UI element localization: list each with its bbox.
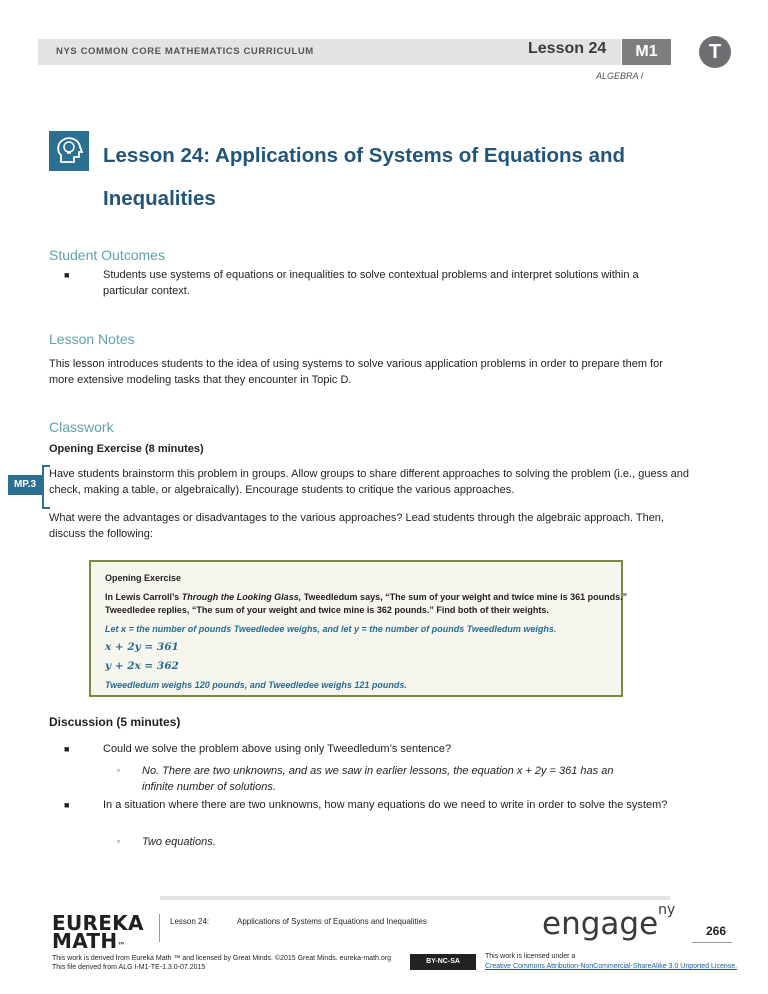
logo-line-2: MATH (52, 929, 118, 953)
engage-text: engage (542, 906, 659, 942)
cc-license-badge[interactable]: BY-NC-SA (410, 954, 476, 970)
footer-rule (160, 896, 670, 900)
page-number-rule (692, 942, 732, 943)
equation-1: x + 2y = 361 (105, 641, 179, 653)
title-line-2: Inequalities (103, 187, 216, 210)
lesson-label: Lesson 24 (528, 40, 607, 57)
page-number: 266 (706, 924, 727, 938)
prompt-part-a: In Lewis Carroll’s (105, 592, 182, 602)
lesson-title (103, 134, 703, 220)
title-line-1: Lesson 24: Applications of Systems of Equations and (103, 144, 626, 167)
outcome-text: Students use systems of equations or inequalities to solve contextual problems and interpret solutions within a particular context. (103, 269, 639, 297)
engage-sup: ny (658, 902, 676, 918)
equation-2: y + 2x = 362 (105, 660, 179, 672)
teacher-badge: T (699, 36, 731, 68)
discussion-answer-1 (142, 763, 702, 795)
answer-1-line-2: infinite number of solutions. (142, 781, 276, 793)
answer-1-line-1: No. There are two unknowns, and as we saw in earlier lessons, the equation x + 2y = 361 has an (142, 765, 614, 777)
engageny-logo (542, 902, 676, 942)
footer-lesson-label: Lesson 24: (170, 917, 210, 926)
footer-credit-1: This work is derived from Eureka Math ™ and licensed by Great Minds. ©2015 Great Minds. eureka-math.org (52, 955, 391, 962)
square-bullet-icon: ■ (64, 744, 70, 754)
classwork-paragraph-1: Have students brainstorm this problem in groups. Allow groups to share different approaches to solving the problem (i.e., guess and check, making a table, or algebraically). Encourage students to critique the various approaches. (49, 468, 689, 496)
discussion-heading: Discussion (5 minutes) (49, 715, 181, 729)
discussion-question-2: In a situation where there are two unknowns, how many equations do we need to write in order to solve the system? (103, 799, 668, 811)
student-outcomes-heading: Student Outcomes (49, 247, 165, 263)
discussion-answer-2: Two equations. (142, 836, 216, 848)
lesson-notes-text: This lesson introduces students to the idea of using systems to solve various application problems in order to prepare them for more extensive modeling tasks that they encounter in Topic D. (49, 358, 663, 386)
lightbulb-head-icon (49, 131, 89, 171)
mp-badge: MP.3 (8, 475, 42, 495)
exercise-let-line: Let x = the number of pounds Tweedledee weighs, and let y = the number of pounds Tweedledum weighs. (105, 624, 557, 634)
exercise-prompt-line-1 (105, 591, 628, 604)
curriculum-label: NYS COMMON CORE MATHEMATICS CURRICULUM (56, 46, 314, 57)
footer-credit-2: This file derived from ALG I-M1-TE-1.3.0-07.2015 (52, 964, 206, 971)
discussion-question-1: Could we solve the problem above using only Tweedledum’s sentence? (103, 743, 452, 755)
hollow-square-bullet-icon: ▫ (117, 837, 120, 846)
course-label: ALGEBRA I (596, 71, 644, 81)
license-text: This work is licensed under a (485, 953, 576, 960)
exercise-answer: Tweedledum weighs 120 pounds, and Tweedledee weighs 121 pounds. (105, 680, 407, 690)
opening-exercise-heading: Opening Exercise (8 minutes) (49, 443, 204, 455)
footer-divider (159, 914, 160, 942)
exercise-prompt-line-2: Tweedledee replies, “The sum of your weight and twice mine is 362 pounds.” Find both of their weights. (105, 605, 549, 615)
hollow-square-bullet-icon: ▫ (117, 766, 120, 775)
logo-line-1: EUREKA (52, 911, 144, 935)
license-link[interactable]: Creative Commons Attribution-NonCommercial-ShareAlike 3.0 Unported License. (485, 963, 738, 970)
classwork-paragraph-2: What were the advantages or disadvantages to the various approaches? Lead students through the algebraic approach. Then, discuss the following: (49, 512, 664, 540)
lesson-notes-heading: Lesson Notes (49, 331, 135, 347)
opening-exercise-box (89, 560, 628, 697)
classwork-heading: Classwork (49, 419, 114, 435)
logo-tm: ™ (117, 941, 126, 950)
square-bullet-icon: ■ (64, 270, 70, 280)
square-bullet-icon: ■ (64, 800, 70, 810)
prompt-part-b: Tweedledum says, “The sum of your weight and twice mine is 361 pounds.” (301, 592, 628, 602)
exercise-heading: Opening Exercise (105, 573, 182, 583)
module-badge: M1 (622, 39, 671, 65)
eureka-math-logo (52, 911, 144, 955)
book-title: Through the Looking Glass, (181, 592, 302, 602)
footer-lesson-title: Applications of Systems of Equations and Inequalities (237, 917, 427, 926)
